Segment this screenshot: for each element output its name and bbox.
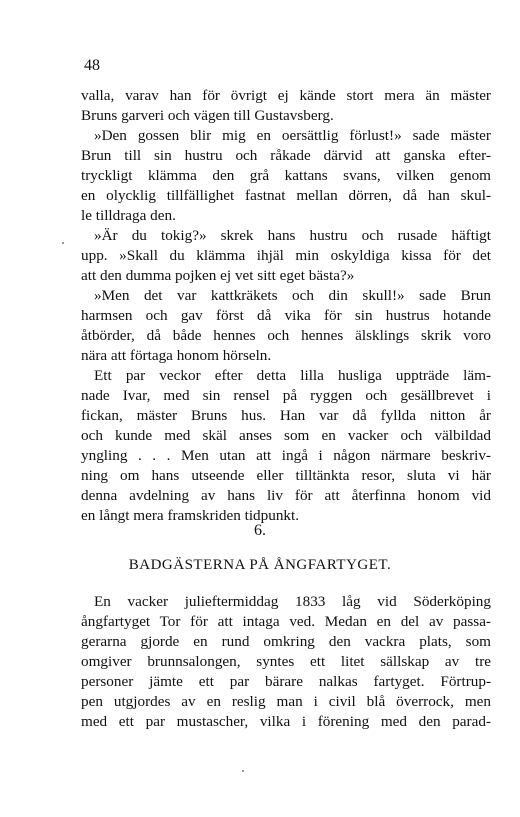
text-line: upp. »Skall du klämma ihjäl min oskyldiga kissa för det: [81, 247, 491, 264]
text-line: le tilldraga den.: [81, 207, 176, 224]
text-line: Brun till sin hustru och råkade därvid att ganska efter-: [81, 147, 491, 164]
text-line: valla, varav han för övrigt ej kände stort mera än mäster: [81, 87, 491, 104]
text-line: yngling . . . Men utan att ingå i någon närmare beskriv-: [81, 447, 491, 464]
text-line: med ett par mustascher, vilka i förening med den parad-: [81, 713, 491, 730]
text-line: åtbörder, då både hennes och hennes älsklings skrik voro: [81, 327, 491, 344]
scan-speck: [242, 770, 244, 772]
text-line: harmsen och gav först då vika för sin hustrus hotande: [81, 307, 491, 324]
text-line: »Är du tokig?» skrek hans hustru och rusade häftigt: [94, 227, 491, 244]
text-line: »Men det var kattkräkets och din skull!» sade Brun: [94, 287, 491, 304]
text-line: ning om hans utseende eller tilltänkta resor, sluta vi här: [81, 467, 491, 484]
text-line: En vacker julieftermiddag 1833 låg vid Söderköping: [94, 593, 491, 610]
text-line: gerarna gjorde en rund omkring den vackra plats, som: [81, 633, 491, 650]
page-number: 48: [84, 57, 100, 74]
chapter-number: 6.: [254, 522, 266, 539]
text-line: nade Ivar, med sin rensel på ryggen och gesällbrevet i: [81, 387, 491, 404]
text-line: omgiver brunnsalongen, syntes ett litet sällskap av tre: [81, 653, 491, 670]
text-line: en långt mera framskriden tidpunkt.: [81, 507, 300, 524]
text-line: »Den gossen blir mig en oersättlig förlust!» sade mäster: [94, 127, 491, 144]
text-line: en olycklig tillfällighet fastnat mellan dörren, då han skul-: [81, 187, 491, 204]
text-line: personer jämte ett par bärare nalkas fartyget. Förtrup-: [81, 673, 491, 690]
text-line: Bruns garveri och vägen till Gustavsberg.: [81, 107, 334, 124]
text-line: tryckligt klämma den grå kattans svans, vilken genom: [81, 167, 491, 184]
chapter-title: BADGÄSTERNA PÅ ÅNGFARTYGET.: [128, 557, 392, 573]
text-line: pen utgjordes av en reslig man i civil blå överrock, men: [81, 693, 491, 710]
scan-speck: [62, 242, 64, 244]
text-line: ångfartyget Tor för att intaga ved. Medan en del av passa-: [81, 613, 491, 630]
text-line: fickan, mäster Bruns hus. Han var då fyllda nitton år: [81, 407, 491, 424]
text-line: denna avdelning av hans liv för att återfinna honom vid: [81, 487, 491, 504]
text-line: Ett par veckor efter detta lilla husliga uppträde läm-: [94, 367, 491, 384]
text-line: att den dumma pojken ej vet sitt eget bästa?»: [81, 267, 355, 284]
text-line: och kunde med skäl anses som en vacker och välbildad: [81, 427, 491, 444]
text-line: nära att förtaga honom hörseln.: [81, 347, 272, 364]
